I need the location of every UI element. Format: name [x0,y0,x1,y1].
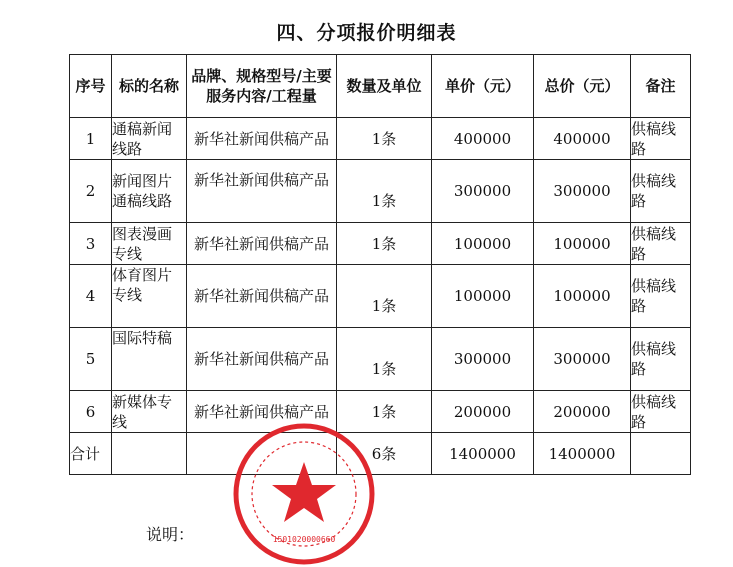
total-qty: 6条 [337,433,432,475]
header-index: 序号 [70,55,112,118]
table-row [70,265,691,328]
row-name: 新媒体专线 [112,391,187,433]
row-brand: 新华社新闻供稿产品 [187,223,337,265]
table-row [70,328,691,391]
row-note: 供稿线路 [631,391,691,433]
header-unit-price: 单价（元） [432,55,534,118]
header-name: 标的名称 [112,55,187,118]
row-unit-price: 100000 [432,265,534,328]
table-row [70,391,691,433]
total-unit-price: 1400000 [432,433,534,475]
table-row [70,118,691,160]
table-header-row [70,55,691,118]
total-label: 合计 [70,433,112,475]
row-total-price: 200000 [534,391,631,433]
row-qty: 1条 [337,223,432,265]
total-note-empty [631,433,691,475]
page-title: 四、分项报价明细表 [276,22,457,44]
table-row [70,160,691,223]
total-total-price: 1400000 [534,433,631,475]
row-index: 6 [70,391,112,433]
table-row [70,223,691,265]
row-note: 供稿线路 [631,118,691,160]
row-qty: 1条 [337,265,432,328]
row-brand: 新华社新闻供稿产品 [187,118,337,160]
row-qty: 1条 [337,328,432,391]
row-brand: 新华社新闻供稿产品 [187,265,337,328]
row-index: 5 [70,328,112,391]
row-qty: 1条 [337,118,432,160]
row-index: 1 [70,118,112,160]
table-total-row [70,433,691,475]
header-total-price: 总价（元） [534,55,631,118]
row-qty: 1条 [337,160,432,223]
row-name: 新闻图片通稿线路 [112,160,187,223]
row-note: 供稿线路 [631,328,691,391]
row-total-price: 300000 [534,160,631,223]
row-total-price: 100000 [534,265,631,328]
row-name: 国际特稿 [112,328,187,391]
row-brand: 新华社新闻供稿产品 [187,391,337,433]
row-name: 通稿新闻线路 [112,118,187,160]
seal-code: 1501020000660 [272,535,336,544]
header-brand: 品牌、规格型号/主要服务内容/工程量 [187,55,337,118]
row-brand: 新华社新闻供稿产品 [187,328,337,391]
row-index: 3 [70,223,112,265]
quote-table [69,54,691,475]
total-brand-empty [187,433,337,475]
row-name: 体育图片专线 [112,265,187,328]
row-name: 图表漫画专线 [112,223,187,265]
header-note: 备注 [631,55,691,118]
row-unit-price: 300000 [432,160,534,223]
row-index: 4 [70,265,112,328]
row-note: 供稿线路 [631,160,691,223]
row-total-price: 300000 [534,328,631,391]
row-unit-price: 200000 [432,391,534,433]
row-note: 供稿线路 [631,223,691,265]
row-unit-price: 300000 [432,328,534,391]
row-total-price: 400000 [534,118,631,160]
row-unit-price: 100000 [432,223,534,265]
footer-note-label: 说明： [146,525,195,544]
row-total-price: 100000 [534,223,631,265]
row-index: 2 [70,160,112,223]
header-qty: 数量及单位 [337,55,432,118]
row-brand: 新华社新闻供稿产品 [187,160,337,223]
row-note: 供稿线路 [631,265,691,328]
total-name-empty [112,433,187,475]
row-unit-price: 400000 [432,118,534,160]
row-qty: 1条 [337,391,432,433]
